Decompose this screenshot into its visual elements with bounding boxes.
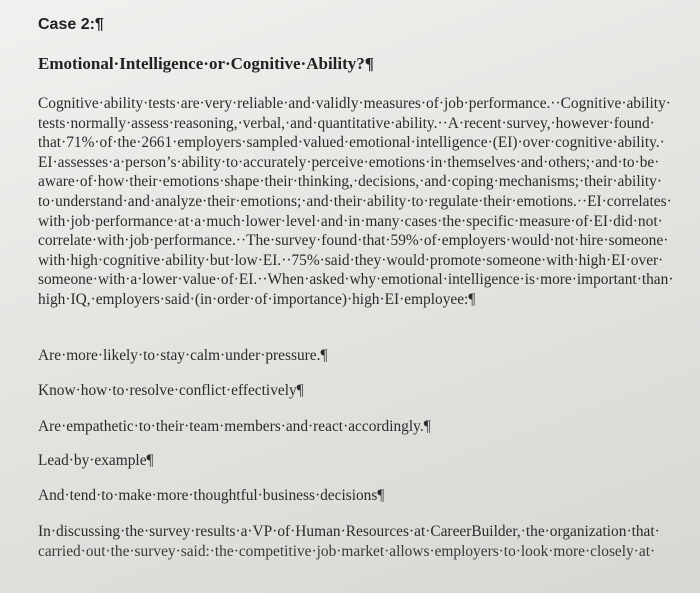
paragraph-line: aware·of·how·their·emotions·shape·their·thinking,·decisions,·and·coping·mechanisms;·their·ability· bbox=[38, 173, 662, 191]
case-label: Case 2:¶ bbox=[38, 16, 104, 33]
body-paragraph bbox=[38, 94, 698, 310]
paragraph-line: carried·out·the·survey·said:·the·competitive·job·market·allows·employers·to·look·more·closely·at· bbox=[38, 542, 656, 560]
closing-paragraph bbox=[38, 522, 698, 561]
paragraph-line: with·job·performance·at·a·much·lower·level·and·in·many·cases·the·specific·measure·of·EI·did·not· bbox=[38, 212, 663, 230]
paragraph-line: with·high·cognitive·ability·but·low·EI.··75%·said·they·would·promote·someone·with·high·EI·over· bbox=[38, 251, 664, 269]
paragraph-line: correlate·with·job·performance.··The·survey·found·that·59%·of·employers·would·not·hire·someone· bbox=[38, 232, 669, 250]
document-title: Emotional·Intelligence·or·Cognitive·Ability?¶ bbox=[38, 54, 374, 73]
paragraph-line: In·discussing·the·survey·results·a·VP·of·Human·Resources·at·CareerBuilder,·the·organization·that· bbox=[38, 523, 660, 540]
list-item: Are·empathetic·to·their·team·members·and·react·accordingly.¶ bbox=[38, 418, 431, 435]
paragraph-line: to·understand·and·analyze·their·emotions;·and·their·ability·to·regulate·their·emotions.··EI·correlates· bbox=[38, 192, 672, 210]
list-item: Know·how·to·resolve·conflict·effectively¶ bbox=[38, 382, 304, 399]
list-item: Are·more·likely·to·stay·calm·under·pressure.¶ bbox=[38, 347, 328, 364]
paragraph-line: high·IQ,·employers·said·(in·order·of·importance)·high·EI·employee:¶ bbox=[38, 290, 476, 308]
paragraph-line: Cognitive·ability·tests·are·very·reliable·and·validly·measures·of·job·performance.··Cognitive·ability· bbox=[38, 95, 671, 112]
paragraph-line: that·71%·of·the·2661·employers·sampled·valued·emotional·intelligence·(EI)·over·cognitive·ability.· bbox=[38, 134, 665, 152]
list-item: Lead·by·example¶ bbox=[38, 452, 154, 469]
paragraph-line: tests·normally·assess·reasoning,·verbal,·and·quantitative·ability.··A·recent·survey,·however·found· bbox=[38, 114, 655, 132]
paragraph-line: someone·with·a·lower·value·of·EI.··When·asked·why·emotional·intelligence·is·more·important·than· bbox=[38, 271, 674, 289]
paragraph-line: EI·assesses·a·person’s·ability·to·accurately·perceive·emotions·in·themselves·and·others;·and·to·be· bbox=[38, 153, 660, 171]
list-item: And·tend·to·make·more·thoughtful·business·decisions¶ bbox=[38, 487, 385, 504]
